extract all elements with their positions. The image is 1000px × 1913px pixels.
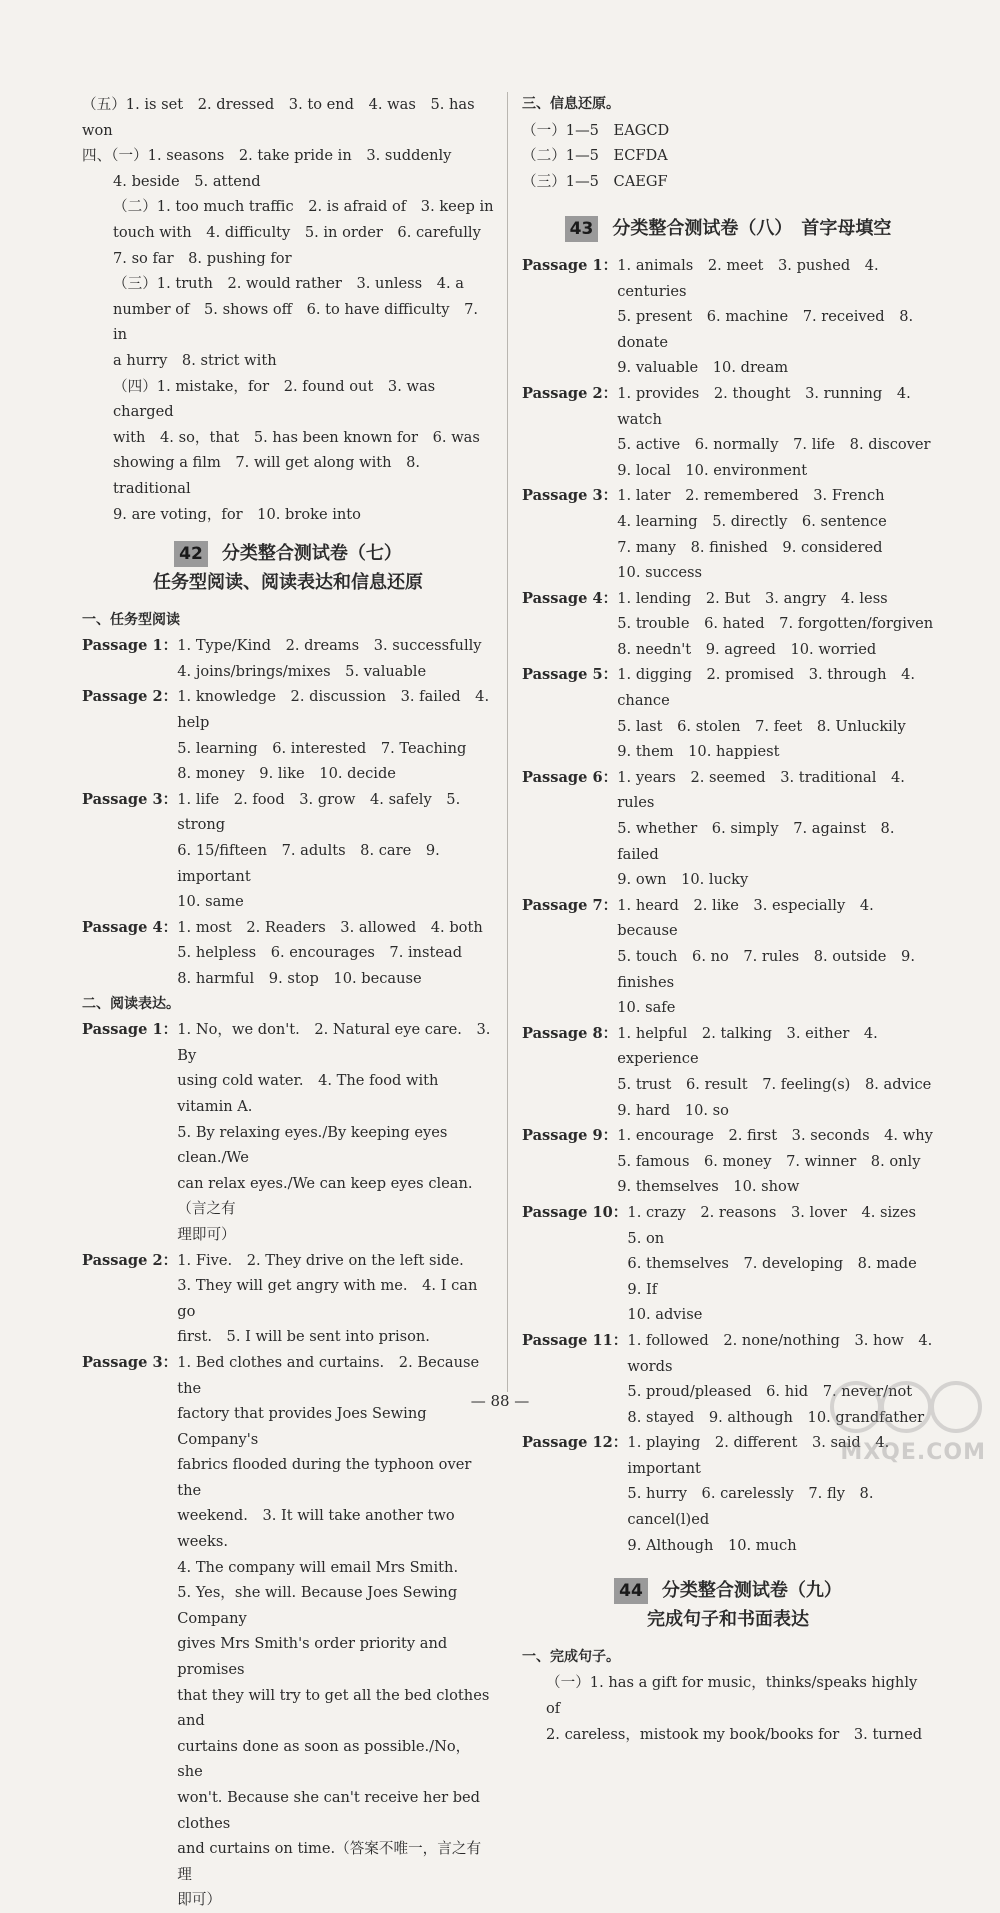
passage-label: Passage 2： [82, 688, 178, 706]
passage-lines [177, 684, 494, 786]
passage-label: Passage 3： [522, 487, 618, 505]
passage-label: Passage 7： [522, 896, 618, 914]
passage-label: Passage 6： [522, 768, 618, 786]
passage-line: 5. last 6. stolen 7. feet 8. Unluckily [617, 717, 906, 735]
info-answer: （三）1—5 CAEGF [522, 172, 668, 190]
passage-line: 8. money 9. like 10. decide [177, 765, 396, 783]
passage-lines [617, 381, 934, 483]
passage-lines [617, 893, 934, 1021]
passage-lines [617, 253, 934, 381]
passage-lines [617, 586, 934, 663]
answer-group [82, 374, 494, 528]
group-first: （三）1. truth 2. would rather 3. unless 4. a [113, 275, 464, 293]
heading-reading-expression: 二、阅读表达。 [82, 995, 180, 1012]
passage-lines [617, 1021, 934, 1123]
passage-label: Passage 3： [82, 1353, 178, 1371]
passage-line: can relax eyes./We can keep eyes clean.（言之有 [177, 1174, 473, 1218]
group-line: a hurry 8. strict with [113, 351, 277, 369]
page-number: — 88 — [470, 1392, 530, 1410]
passage-entry [522, 1200, 934, 1328]
heading-task-reading: 一、任务型阅读 [82, 611, 180, 628]
info-answer: （二）1—5 ECFDA [522, 147, 668, 165]
passage-line: 1. lending 2. But 3. angry 4. less [617, 589, 888, 607]
passage-line: 理即可） [177, 1225, 236, 1243]
passage-line: 5. trouble 6. hated 7. forgotten/forgiven [617, 615, 934, 633]
passage-entry [522, 1123, 934, 1200]
passage-line: 9. local 10. environment [617, 461, 808, 479]
passage-line: 1. animals 2. meet 3. pushed 4. centuries [617, 256, 879, 300]
passage-line: 5. whether 6. simply 7. against 8. failed [617, 820, 895, 863]
passage-entry [522, 765, 934, 893]
passage-label: Passage 3： [82, 790, 178, 808]
passage-label: Passage 9： [522, 1127, 618, 1145]
passage-line: won't. Because she can't receive her bed clothes [177, 1789, 481, 1832]
passage-label: Passage 2： [82, 1251, 178, 1269]
passage-line: 9. valuable 10. dream [617, 359, 789, 377]
group-line: won [82, 121, 113, 139]
complete-sentences [522, 1670, 934, 1747]
section-title-line [522, 1578, 934, 1605]
passage-line: 1. heard 2. like 3. especially 4. because [617, 896, 874, 940]
passage-line: 1. later 2. remembered 3. French [617, 487, 885, 505]
passage-line: 5. hurry 6. carelessly 7. fly 8. cancel(l)ed [627, 1485, 874, 1529]
passage-line: 10. safe [617, 999, 676, 1017]
passage-line: fabrics flooded during the typhoon over the [177, 1456, 472, 1499]
passage-lines [617, 765, 934, 893]
watermark-icon [826, 1377, 986, 1437]
section-title-line [522, 216, 934, 243]
passage-line: 1. encourage 2. first 3. seconds 4. why [617, 1127, 933, 1145]
group-first: （二）1. too much traffic 2. is afraid of 3. keep in [113, 198, 494, 216]
group-line: with 4. so，that 5. has been known for 6. was [113, 428, 480, 446]
passage-line: 1. Bed clothes and curtains. 2. Because the [177, 1353, 480, 1397]
passage-entry [82, 915, 494, 992]
group-line: touch with 4. difficulty 5. in order 6. carefully [113, 223, 481, 241]
passage-line: 5. Yes，she will. Because Joes Sewing Company [177, 1584, 458, 1627]
passage-lines [177, 1350, 494, 1913]
passage-label: Passage 1： [82, 637, 178, 655]
group-four-one [82, 143, 494, 194]
passage-line: 1. crazy 2. reasons 3. lover 4. sizes 5. on [627, 1203, 931, 1247]
passage-line: 1. helpful 2. talking 3. either 4. experience [617, 1024, 878, 1068]
group-line: 7. so far 8. pushing for [113, 249, 292, 267]
passage-line: 1. years 2. seemed 3. traditional 4. rules [617, 768, 905, 812]
passage-line: 9. own 10. lucky [617, 871, 749, 889]
passage-lines [617, 662, 934, 764]
passage-line: 5. proud/pleased 6. hid 7. never/not [627, 1383, 913, 1401]
group-line: showing a film 7. will get along with 8. traditional [113, 454, 421, 497]
passage-entry [82, 1017, 494, 1247]
passage-label: Passage 1： [82, 1021, 178, 1039]
passage-label: Passage 1： [522, 256, 618, 274]
passage-line: 4. joins/brings/mixes 5. valuable [177, 662, 427, 680]
group-first: （四）1. mistake，for 2. found out 3. was charged [113, 377, 436, 421]
passage-line: using cold water. 4. The food with vitamin A. [177, 1072, 439, 1115]
passage-line: 1. knowledge 2. discussion 3. failed 4. help [177, 688, 490, 732]
passage-line: 1. Five. 2. They drive on the left side. [177, 1251, 464, 1269]
group-first: 四、（一）1. seasons 2. take pride in 3. suddenly [82, 147, 452, 165]
section-header [82, 541, 494, 598]
passage-line: 9. themselves 10. show [617, 1178, 800, 1196]
section-header [522, 216, 934, 243]
complete-line: （一）1. has a gift for music，thinks/speaks highly of [546, 1674, 918, 1718]
passage-line: 8. stayed 9. although 10. grandfather [627, 1408, 925, 1426]
section-title: 分类整合测试卷（七） [221, 543, 402, 565]
passage-label: Passage 12： [522, 1434, 628, 1452]
passage-line: 1. digging 2. promised 3. through 4. chance [617, 666, 915, 710]
passage-line: 6. 15/fifteen 7. adults 8. care 9. important [177, 842, 440, 885]
passage-line: gives Mrs Smith's order priority and promises [177, 1635, 448, 1679]
passage-line: 1. Type/Kind 2. dreams 3. successfully [177, 637, 482, 655]
passage-entry [522, 253, 934, 381]
watermark-logo [826, 1377, 986, 1465]
section-number: 43 [565, 216, 599, 242]
section-title: 分类整合测试卷（八） 首字母填空 [612, 218, 892, 240]
passage-line: 1. provides 2. thought 3. running 4. watch [617, 384, 911, 428]
passage-line: 4. learning 5. directly 6. sentence [617, 512, 887, 530]
passage-line: 5. learning 6. interested 7. Teaching [177, 739, 467, 757]
section-number: 44 [614, 1578, 648, 1604]
passage-entry [82, 684, 494, 786]
section-title-line [82, 541, 494, 568]
left-column [82, 92, 494, 1913]
passage-line: 7. many 8. finished 9. considered [617, 538, 883, 556]
heading-complete-sentences: 一、完成句子。 [522, 1648, 620, 1665]
passage-line: 6. themselves 7. developing 8. made 9. If [627, 1255, 932, 1298]
passage-line: 8. harmful 9. stop 10. because [177, 970, 422, 987]
passage-lines [627, 1200, 934, 1328]
passage-line: 9. them 10. happiest [617, 743, 780, 761]
passage-label: Passage 4： [522, 589, 618, 607]
passage-line: curtains done as soon as possible./No，she [177, 1737, 471, 1781]
passage-line: 5. By relaxing eyes./By keeping eyes clean./We [177, 1123, 448, 1167]
section-title: 分类整合测试卷（九） [661, 1580, 842, 1602]
passage-line: that they will try to get all the bed clothes and [177, 1686, 490, 1730]
passage-line: 1. life 2. food 3. grow 4. safely 5. strong [177, 790, 461, 834]
passage-lines [177, 1248, 494, 1350]
complete-line: 2. careless，mistook my book/books for 3. turned [546, 1725, 923, 1743]
passage-line: first. 5. I will be sent into prison. [177, 1328, 430, 1346]
passage-lines [177, 787, 494, 915]
passage-line: weekend. 3. It will take another two weeks. [177, 1507, 455, 1551]
passage-line: and curtains on time.（答案不唯一，言之有理 [177, 1840, 482, 1883]
passage-line: 1. No，we don't. 2. Natural eye care. 3. By [177, 1021, 491, 1064]
section-header [522, 1578, 934, 1635]
passage-label: Passage 2： [522, 384, 618, 402]
passage-line: 8. needn't 9. agreed 10. worried [617, 640, 877, 658]
passage-line: 5. active 6. normally 7. life 8. discover [617, 436, 931, 454]
answer-group [82, 194, 494, 271]
passage-entry [82, 1248, 494, 1350]
section-subtitle: 任务型阅读、阅读表达和信息还原 [153, 571, 423, 593]
passage-entry [82, 1350, 494, 1913]
passage-entry [522, 483, 934, 585]
passage-line: 5. helpless 6. encourages 7. instead [177, 944, 463, 962]
passage-line: 10. advise [627, 1306, 703, 1324]
passage-line: 10. success [617, 564, 702, 582]
passage-entry [522, 893, 934, 1021]
column-divider [507, 92, 508, 1392]
passage-line: 5. famous 6. money 7. winner 8. only [617, 1152, 921, 1170]
group-five [82, 92, 494, 143]
section-subtitle: 完成句子和书面表达 [647, 1608, 809, 1630]
answer-group [82, 271, 494, 373]
section-number: 42 [174, 541, 208, 567]
passage-label: Passage 4： [82, 918, 178, 936]
group-first: （五）1. is set 2. dressed 3. to end 4. was 5. has [82, 96, 475, 113]
passage-label: Passage 10： [522, 1203, 628, 1221]
passage-line: 9. Although 10. much [627, 1536, 797, 1554]
watermark-text: MXQE.COM [840, 1440, 986, 1465]
passage-entry [82, 787, 494, 915]
heading-info-restore: 三、信息还原。 [522, 96, 620, 112]
passage-lines [177, 633, 494, 684]
passage-entry [82, 633, 494, 684]
passage-line: 1. followed 2. none/nothing 3. how 4. words [627, 1331, 933, 1375]
passage-entry [522, 381, 934, 483]
passage-lines [177, 915, 494, 992]
passage-line: 10. same [177, 893, 244, 911]
passage-entry [522, 1021, 934, 1123]
passage-lines [617, 1123, 934, 1200]
group-line: number of 5. shows off 6. to have difficulty 7. in [113, 300, 479, 344]
passage-lines [177, 1017, 494, 1247]
passage-label: Passage 11： [522, 1331, 628, 1349]
passage-line: 9. hard 10. so [617, 1101, 729, 1119]
group-line: 4. beside 5. attend [113, 172, 261, 190]
group-line: 9. are voting，for 10. broke into [113, 505, 361, 523]
passage-line: 1. most 2. Readers 3. allowed 4. both [177, 918, 483, 936]
passage-line: 1. playing 2. different 3. said 4. important [627, 1434, 890, 1477]
right-column [522, 92, 934, 1747]
info-answer: （一）1—5 EAGCD [522, 121, 670, 139]
passage-line: factory that provides Joes Sewing Company's [177, 1405, 427, 1448]
passage-label: Passage 5： [522, 666, 618, 684]
passage-line: 4. The company will email Mrs Smith. [177, 1558, 459, 1576]
passage-line: 5. touch 6. no 7. rules 8. outside 9. finishes [617, 948, 915, 991]
passage-line: 5. trust 6. result 7. feeling(s) 8. advice [617, 1075, 932, 1093]
passage-lines [617, 483, 934, 585]
passage-line: 3. They will get angry with me. 4. I can go [177, 1277, 478, 1320]
passage-entry [522, 662, 934, 764]
passage-entry [522, 586, 934, 663]
passage-line: 即可） [177, 1891, 222, 1909]
passage-line: 5. present 6. machine 7. received 8. donate [617, 308, 914, 351]
passage-label: Passage 8： [522, 1024, 618, 1042]
